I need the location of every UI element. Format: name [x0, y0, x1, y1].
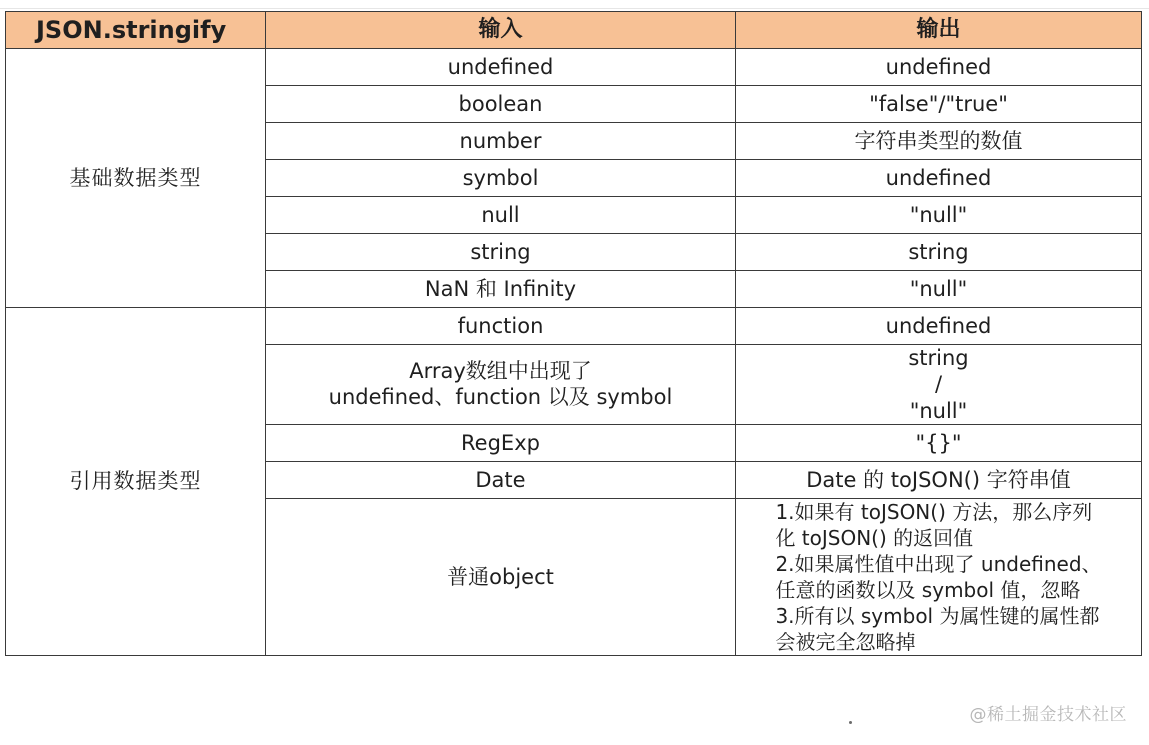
- header-input: 输入: [266, 12, 736, 49]
- table-header-row: [6, 12, 1142, 49]
- input-cell: RegExp: [266, 424, 736, 461]
- output-cell: 字符串类型的数值: [736, 123, 1142, 160]
- output-rule-line: 化 toJSON() 的返回值: [775, 525, 974, 550]
- output-cell: [736, 498, 1142, 655]
- input-cell: null: [266, 197, 736, 234]
- table-row: [6, 308, 1142, 345]
- output-cell: "null": [736, 271, 1142, 308]
- input-cell: 普通object: [266, 498, 736, 655]
- output-cell: string: [736, 234, 1142, 271]
- output-rule-line: 2.如果属性值中出现了 undefined、: [775, 551, 1102, 576]
- watermark-text: @稀土掘金技术社区: [969, 705, 1127, 725]
- output-cell: undefined: [736, 49, 1142, 86]
- top-divider: [0, 0, 1149, 9]
- input-cell: Array数组中出现了 undefined、function 以及 symbol: [266, 345, 736, 425]
- output-cell: string / "null": [736, 345, 1142, 425]
- output-rule-line: 任意的函数以及 symbol 值，忽略: [775, 577, 1081, 602]
- json-stringify-table: [5, 11, 1142, 656]
- input-cell: boolean: [266, 86, 736, 123]
- input-cell: function: [266, 308, 736, 345]
- output-cell: "null": [736, 197, 1142, 234]
- input-cell: string: [266, 234, 736, 271]
- output-cell: "false"/"true": [736, 86, 1142, 123]
- input-cell: undefined: [266, 49, 736, 86]
- group-reference-types: 引用数据类型: [6, 308, 266, 656]
- input-cell: symbol: [266, 160, 736, 197]
- output-rules-list: [775, 499, 1101, 655]
- input-cell: number: [266, 123, 736, 160]
- header-json-stringify: JSON.stringify: [6, 12, 266, 49]
- group-basic-types: 基础数据类型: [6, 49, 266, 308]
- dot-mark: [849, 721, 852, 724]
- output-cell: Date 的 toJSON() 字符串值: [736, 461, 1142, 498]
- header-output: 输出: [736, 12, 1142, 49]
- output-rule-line: 会被完全忽略掉: [775, 629, 916, 654]
- input-cell: Date: [266, 461, 736, 498]
- table-row: [6, 49, 1142, 86]
- output-cell: undefined: [736, 308, 1142, 345]
- output-cell: undefined: [736, 160, 1142, 197]
- input-cell: NaN 和 Infinity: [266, 271, 736, 308]
- output-rule-line: 3.所有以 symbol 为属性键的属性都: [775, 603, 1100, 628]
- output-rule-line: 1.如果有 toJSON() 方法，那么序列: [775, 499, 1093, 524]
- output-cell: "{}": [736, 424, 1142, 461]
